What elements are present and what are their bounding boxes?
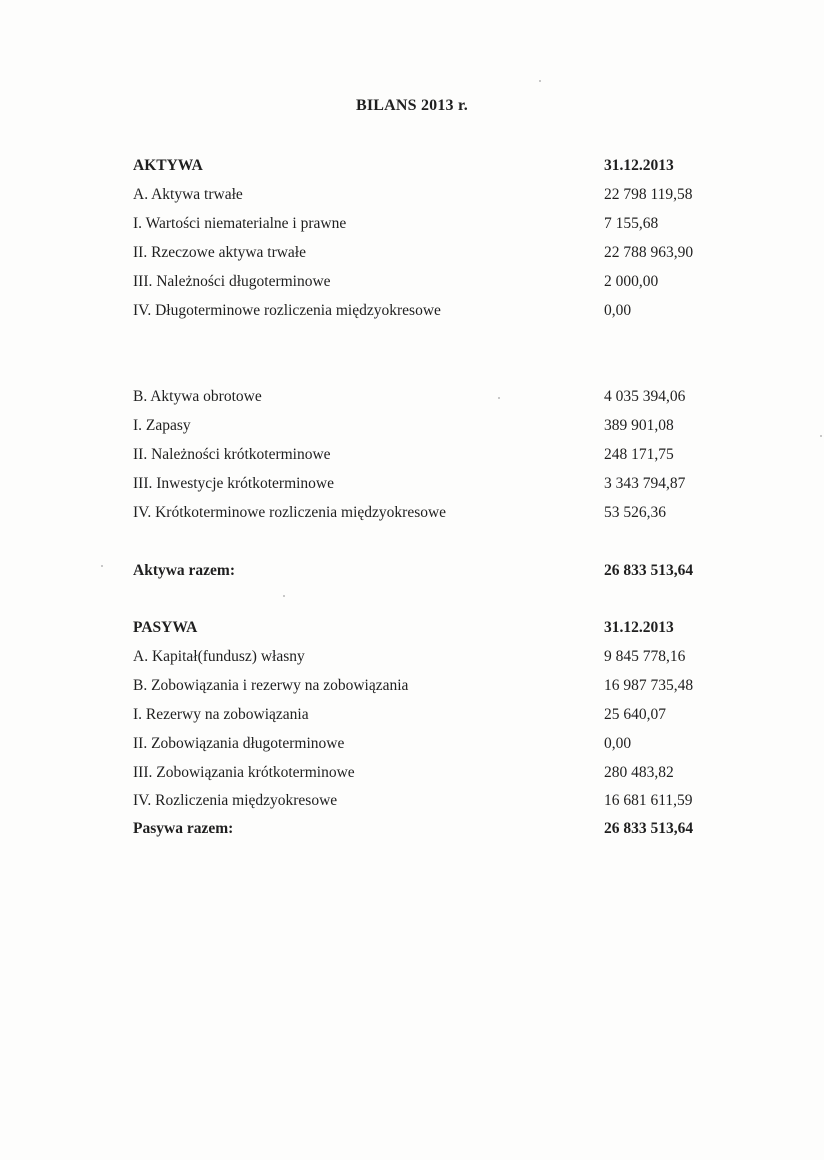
row-value: 389 901,08 — [604, 417, 674, 434]
scan-speck — [283, 595, 285, 597]
row-label: IV. Krótkoterminowe rozliczenia międzyokresowe — [133, 504, 447, 521]
row-label: A. Kapitał(fundusz) własny — [133, 648, 305, 665]
scan-speck — [101, 565, 103, 567]
pasywa-total-value: 26 833 513,64 — [604, 820, 694, 837]
row-label: B. Aktywa obrotowe — [133, 388, 262, 405]
row-label: III. Inwestycje krótkoterminowe — [133, 475, 335, 492]
row-value: 3 343 794,87 — [604, 475, 686, 492]
row-value: 22 798 119,58 — [604, 186, 693, 203]
row-value: 25 640,07 — [604, 706, 666, 723]
pasywa-row — [133, 762, 713, 784]
scan-speck — [820, 435, 822, 437]
row-label: II. Rzeczowe aktywa trwałe — [133, 244, 306, 261]
row-label: B. Zobowiązania i rezerwy na zobowiązania — [133, 677, 409, 694]
row-value: 9 845 778,16 — [604, 648, 686, 665]
pasywa-total-row — [133, 818, 713, 840]
aktywa-row — [133, 242, 713, 264]
row-value: 0,00 — [604, 302, 632, 319]
pasywa-header-label: PASYWA — [133, 619, 198, 636]
aktywa-row — [133, 444, 713, 466]
row-label: I. Wartości niematerialne i prawne — [133, 215, 347, 232]
pasywa-row — [133, 675, 713, 697]
aktywa-header-label: AKTYWA — [133, 157, 203, 174]
row-label: I. Zapasy — [133, 417, 191, 434]
row-value: 280 483,82 — [604, 764, 674, 781]
pasywa-row — [133, 790, 713, 812]
pasywa-row — [133, 646, 713, 668]
pasywa-row — [133, 704, 713, 726]
pasywa-header-row — [133, 617, 713, 639]
scan-speck — [498, 397, 500, 399]
document-title: BILANS 2013 r. — [355, 97, 468, 114]
aktywa-row — [133, 415, 713, 437]
row-value: 248 171,75 — [604, 446, 674, 463]
aktywa-row — [133, 502, 713, 524]
pasywa-header-date: 31.12.2013 — [604, 619, 674, 636]
row-value: 16 681 611,59 — [604, 792, 693, 809]
row-value: 22 788 963,90 — [604, 244, 694, 261]
pasywa-row — [133, 733, 713, 755]
row-value: 2 000,00 — [604, 273, 659, 290]
aktywa-total-label: Aktywa razem: — [133, 562, 236, 579]
row-label: IV. Rozliczenia międzyokresowe — [133, 792, 338, 809]
row-value: 4 035 394,06 — [604, 388, 686, 405]
row-label: III. Należności długoterminowe — [133, 273, 331, 290]
row-value: 0,00 — [604, 735, 632, 752]
aktywa-row — [133, 473, 713, 495]
aktywa-row — [133, 184, 713, 206]
row-label: A. Aktywa trwałe — [133, 186, 243, 203]
aktywa-header-date: 31.12.2013 — [604, 157, 674, 174]
aktywa-total-row — [133, 560, 713, 582]
aktywa-row — [133, 213, 713, 235]
aktywa-row — [133, 271, 713, 293]
row-label: III. Zobowiązania krótkoterminowe — [133, 764, 355, 781]
aktywa-row — [133, 300, 713, 322]
row-value: 7 155,68 — [604, 215, 659, 232]
aktywa-total-value: 26 833 513,64 — [604, 562, 694, 579]
row-label: II. Należności krótkoterminowe — [133, 446, 331, 463]
pasywa-total-label: Pasywa razem: — [133, 820, 234, 837]
aktywa-row — [133, 386, 713, 408]
row-value: 16 987 735,48 — [604, 677, 694, 694]
scan-speck — [539, 80, 541, 82]
row-label: IV. Długoterminowe rozliczenia międzyokresowe — [133, 302, 441, 319]
row-value: 53 526,36 — [604, 504, 666, 521]
row-label: I. Rezerwy na zobowiązania — [133, 706, 309, 723]
aktywa-header-row — [133, 155, 713, 177]
row-label: II. Zobowiązania długoterminowe — [133, 735, 345, 752]
